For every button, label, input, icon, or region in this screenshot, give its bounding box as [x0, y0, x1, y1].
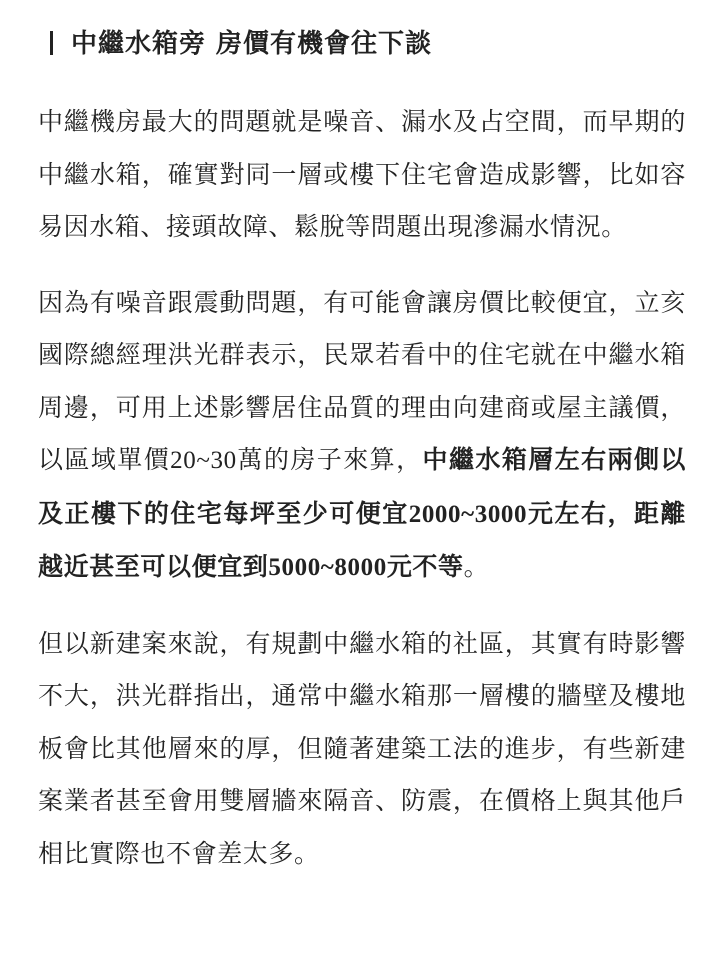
highlight-line-2: 元左右，距離越近甚至可以便宜到 — [38, 498, 686, 581]
highlight-range-2: 5000~8000 — [268, 554, 387, 581]
section-heading-text: 中繼水箱旁 房價有機會往下談 — [71, 29, 433, 59]
article-body — [38, 0, 686, 880]
paragraph-2 — [38, 277, 686, 595]
paragraph-2-price-range: 20~30 — [170, 447, 237, 474]
paragraph-1: 中繼機房最大的問題就是噪音、漏水及占空間，而早期的中繼水箱，確實對同一層或樓下住宅會造成影響，比如容易因水箱、接頭故障、鬆脫等問題出現滲漏水情況。 — [38, 107, 686, 241]
section-heading — [38, 0, 686, 74]
highlight-line-3: 元不等 — [386, 552, 464, 581]
paragraph-3: 但以新建案來說，有規劃中繼水箱的社區，其實有時影響不大，洪光群指出，通常中繼水箱那一層樓的牆壁及樓地板會比其他層來的厚，但隨著建築工法的進步，有些新建案業者甚至會用雙層牆來隔音、防震，在價格上與其他戶相比實際也不會差太多。 — [38, 628, 686, 868]
highlight-line-1: 中繼水箱層左右兩側以及正樓下的住宅每坪至少可便宜 — [38, 445, 686, 528]
paragraph-2-text: 因為有噪音跟震動問題，有可能會讓房價比較便宜，立亥國際總經理洪光群表示，民眾若看中的住宅就在中繼水箱周邊，可用上述影響居住品質的理由向建商或屋主議價，以區域單價 — [38, 287, 686, 474]
highlight-range-1: 2000~3000 — [408, 500, 528, 528]
paragraph-2-end: 。 — [463, 552, 490, 581]
heading-accent-bar — [50, 31, 53, 55]
paragraph-2-text-after: 萬的房子來算， — [236, 445, 423, 474]
